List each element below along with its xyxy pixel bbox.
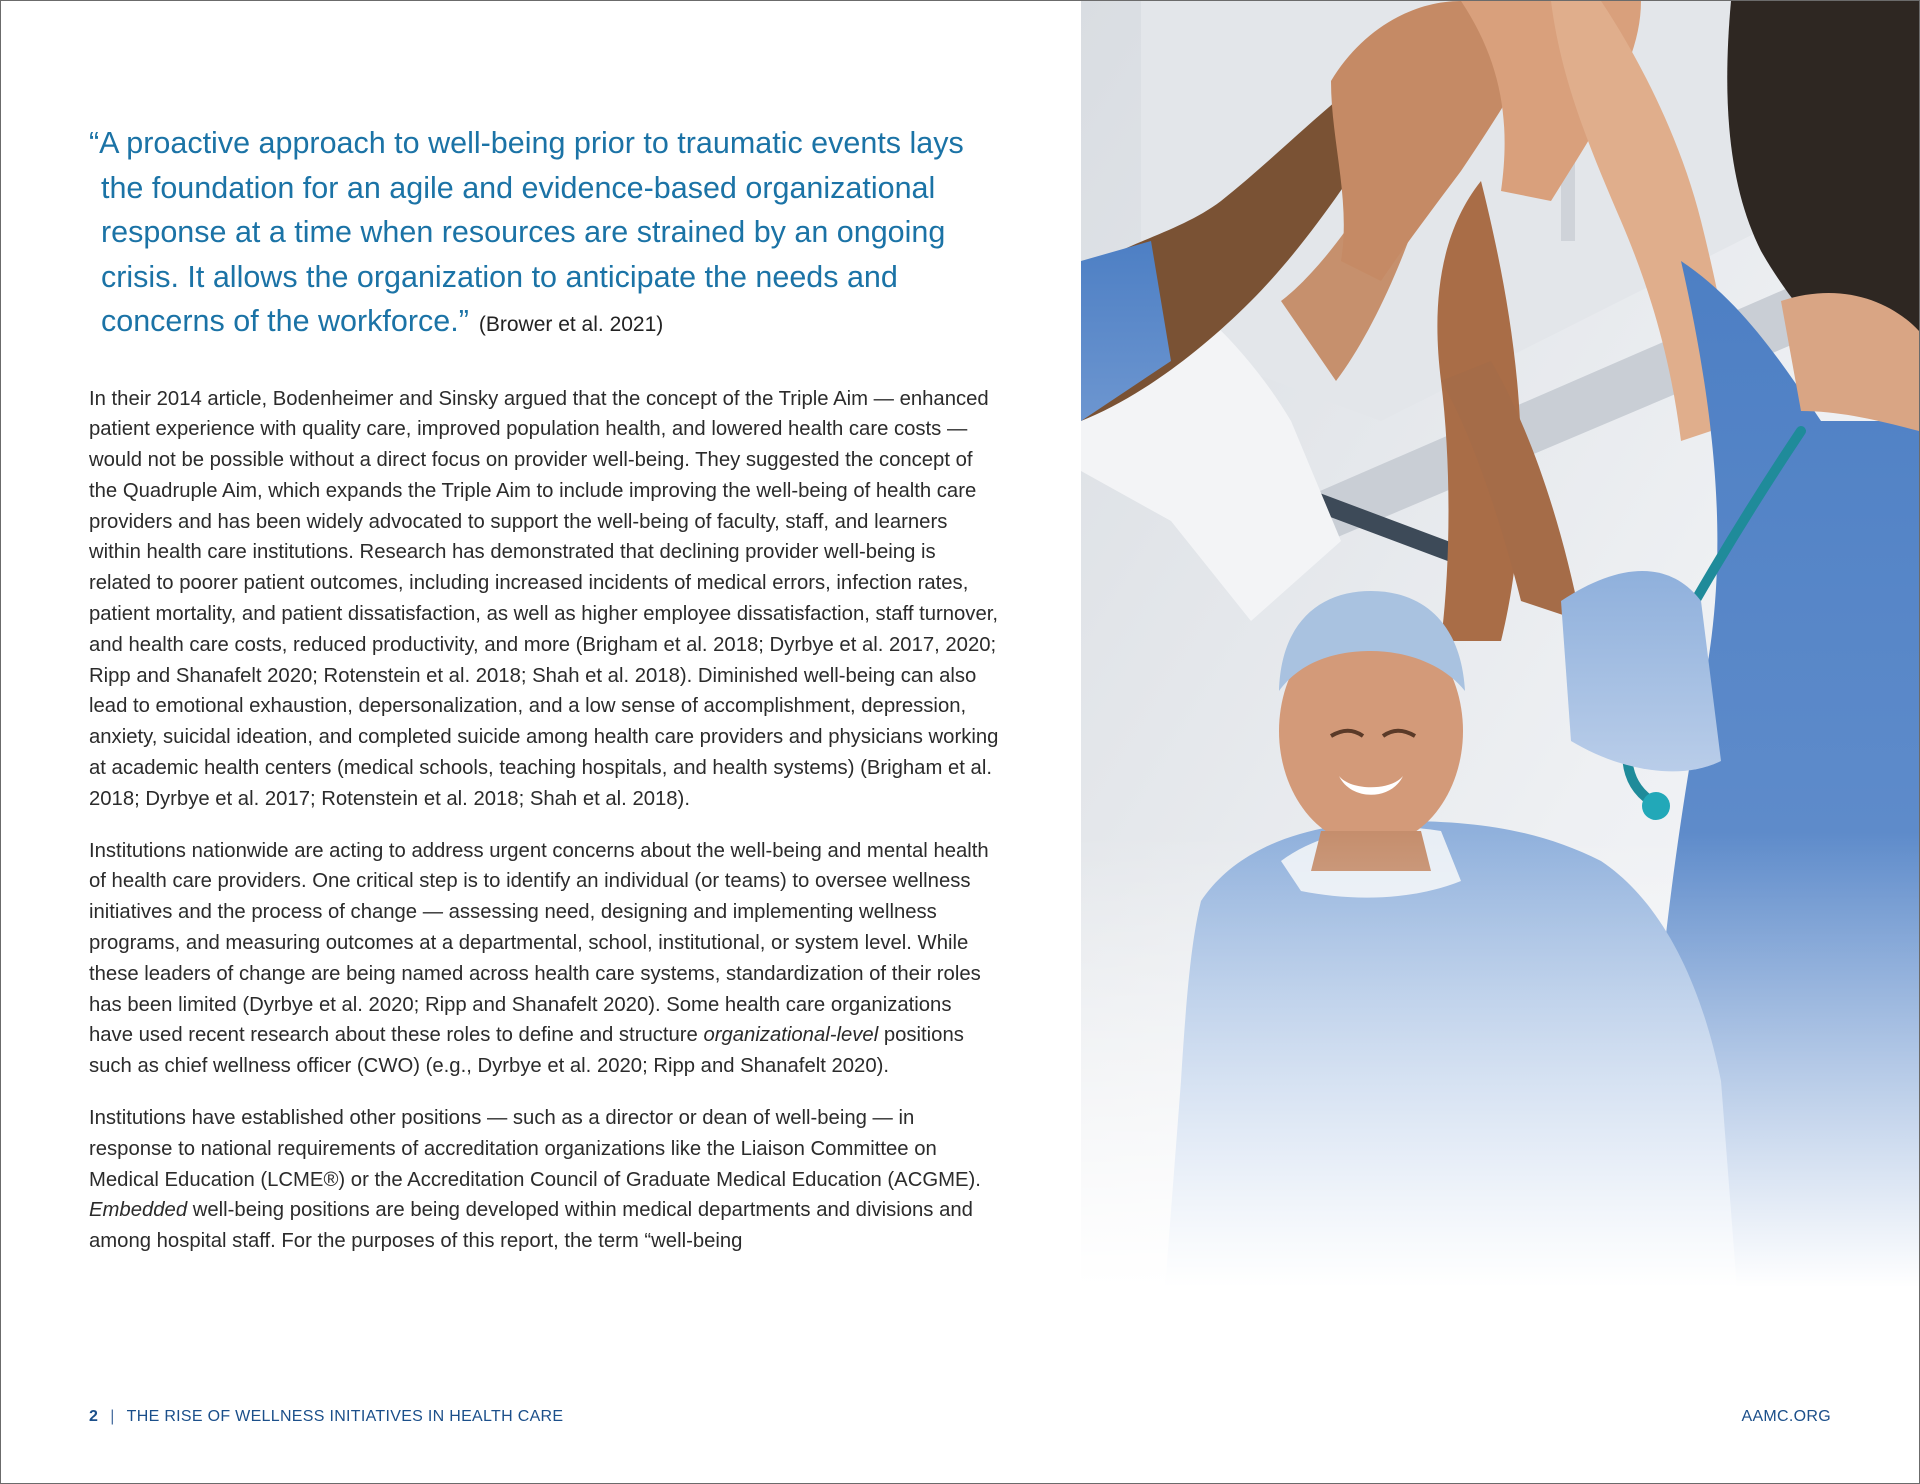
body-paragraph-3-text-a: Institutions have established other positions — such as a director or dean of well-being — in response to national requirements of accreditation organizations like the Liaison Committee on Medical Education (LCME®) or the Accreditation Council of Graduate Medical Education (ACGME). — [89, 1107, 981, 1191]
footer-left — [89, 1408, 563, 1426]
body-paragraph-1 — [89, 384, 1001, 815]
page-footer — [89, 1408, 1831, 1426]
pull-quote — [89, 121, 1001, 348]
body-paragraph-2-text-a: Institutions nationwide are acting to address urgent concerns about the well-being and mental health of health care providers. One critical step is to identify an individual (or teams) to oversee wellness initiatives and the process of change — assessing need, designing and implementing wellness programs, and measuring outcomes at a departmental, school, institutional, or system level. While these leaders of change are being named across health care systems, standardization of their roles has been limited (Dyrbye et al. 2020; Ripp and Shanafelt 2020). Some health care organizations have used recent research about these roles to define and structure — [89, 839, 989, 1047]
body-paragraph-1-text: In their 2014 article, Bodenheimer and Sinsky argued that the concept of the Triple Aim — enhanced patient experience with quality care, improved population health, and lowered health care costs — would not be possible without a direct focus on provider well-being. They suggested the concept of the Quadruple Aim, which expands the Triple Aim to include improving the well-being of health care providers and has been widely advocated to support the well-being of faculty, staff, and learners within health care institutions. Research has demonstrated that declining provider well-being is related to poorer patient outcomes, including increased incidents of medical errors, infection rates, patient mortality, and patient dissatisfaction, as well as higher employee dissatisfaction, staff turnover, and health care costs, reduced productivity, and more (Brigham et al. 2018; Dyrbye et al. 2017, 2020; Ripp and Shanafelt 2020; Rotenstein et al. 2018; Shah et al. 2018). Diminished well-being can also lead to emotional exhaustion, depersonalization, and a low sense of accomplishment, depression, anxiety, suicidal ideation, and completed suicide among health care providers and physicians working at academic health centers (medical schools, teaching hospitals, and health systems) (Brigham et al. 2018; Dyrbye et al. 2017; Rotenstein et al. 2018; Shah et al. 2018). — [89, 387, 999, 810]
website-link[interactable]: AAMC.ORG — [1741, 1408, 1831, 1425]
body-paragraph-3 — [89, 1103, 1001, 1257]
body-paragraph-2-emphasis: organizational-level — [703, 1024, 879, 1047]
body-paragraph-2 — [89, 836, 1001, 1082]
pull-quote-text: “A proactive approach to well-being prior to traumatic events lays the foundation for an agile and evidence-based organizational response at a time when resources are strained by an ongoing crisis. It allows the organization to anticipate the needs and concerns of the workforce.” — [89, 126, 964, 338]
text-column — [89, 121, 1001, 1257]
body-paragraph-3-emphasis: Embedded — [89, 1199, 188, 1222]
hero-photo-health-care-team-high-five — [1081, 1, 1919, 1341]
hero-photo-illustration — [1081, 1, 1919, 1341]
footer-separator: | — [110, 1408, 115, 1425]
body-paragraph-3-text-b: well-being positions are being developed within medical departments and divisions and among hospital staff. For the purposes of this report, the term “well-being — [89, 1199, 973, 1253]
page-number: 2 — [89, 1408, 99, 1425]
pull-quote-citation: (Brower et al. 2021) — [478, 313, 664, 336]
publication-title: THE RISE OF WELLNESS INITIATIVES IN HEALTH CARE — [126, 1408, 564, 1425]
body-paragraph-2-text-b: positions such as chief wellness officer (CWO) (e.g., Dyrbye et al. 2020; Ripp and Shanafelt 2020). — [89, 1024, 964, 1078]
